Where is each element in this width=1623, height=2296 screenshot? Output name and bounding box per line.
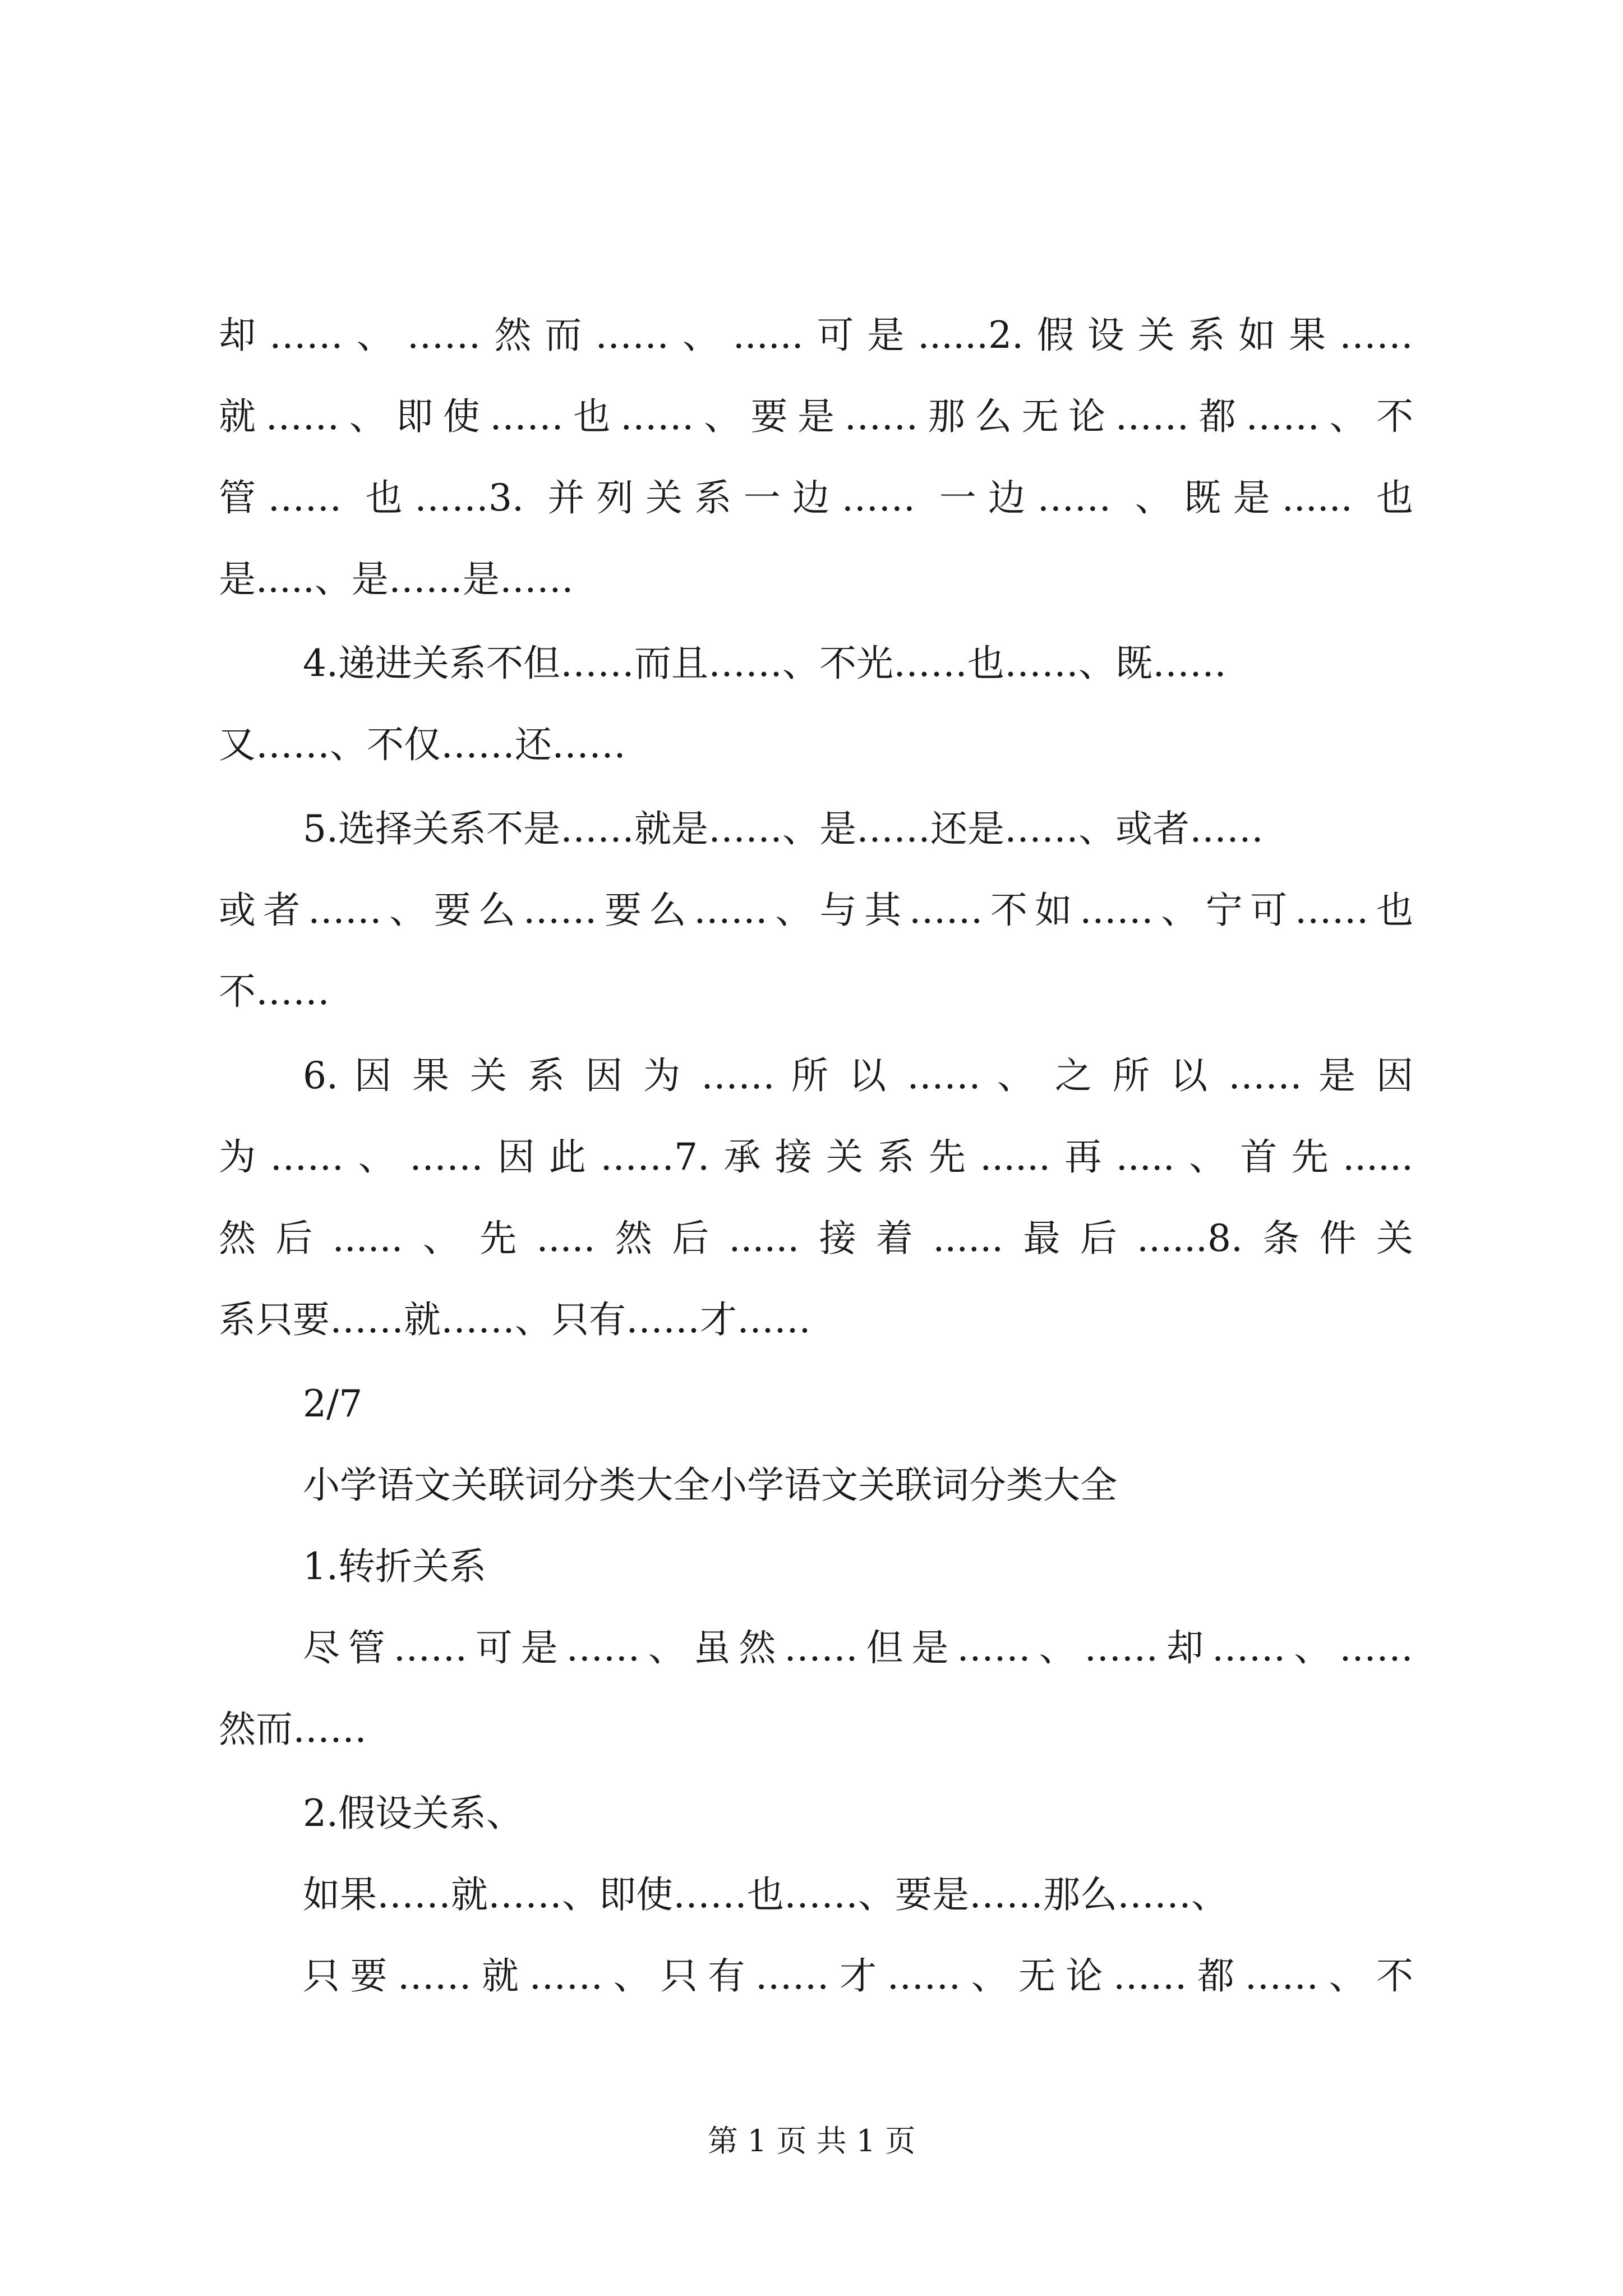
page-number-text: 2/7 — [303, 1382, 363, 1425]
text-line-13: 系只要……就……、只有……才…… — [219, 1298, 811, 1341]
heading-2: 2.假设关系、 — [303, 1792, 523, 1835]
text-line-17: 尽管……可是……、虽然……但是……、……却……、…… — [303, 1626, 1413, 1669]
text-line-6: 又……、不仅……还…… — [219, 723, 626, 766]
heading-1: 1.转折关系 — [303, 1545, 486, 1588]
text-line-11: 为……、……因此……7.承接关系先......再.....、首先...... — [219, 1135, 1413, 1179]
page-footer: 第 1 页 共 1 页 — [707, 2123, 916, 2159]
text-line-7: 5.选择关系不是……就是……、是……还是……、或者…… — [303, 807, 1264, 850]
text-line-18: 然而…… — [219, 1708, 367, 1751]
text-line-9: 不…… — [219, 970, 330, 1013]
text-line-4: 是.....、是……是…… — [219, 558, 574, 601]
text-line-3: 管…… 也……3. 并列关系一边…… 一边…… 、既是...... 也 — [219, 476, 1413, 519]
section-title: 小学语文关联词分类大全小学语文关联词分类大全 — [303, 1464, 1117, 1507]
text-line-12: 然后......、先.....然后......接着......最后......8.条件关 — [219, 1217, 1413, 1260]
text-line-5: 4.递进关系不但……而且……、不光……也……、既…… — [303, 642, 1227, 685]
text-line-1: 却……、……然而……、......可是......2.假设关系如果…… — [219, 314, 1413, 357]
text-line-21: 只要……就……、只有……才……、无论……都……、不 — [303, 1954, 1413, 1998]
text-line-2: 就……、即使……也……、要是……那么无论……都……、不 — [219, 395, 1413, 438]
text-line-20: 如果……就……、即使……也……、要是……那么……、 — [303, 1873, 1228, 1916]
text-line-10: 6. 因 果 关 系 因 为 …… 所 以 …… 、 之 所 以 …… 是 因 — [303, 1054, 1413, 1097]
text-line-8: 或者……、要么……要么……、与其……不如……、宁可……也 — [219, 889, 1413, 932]
